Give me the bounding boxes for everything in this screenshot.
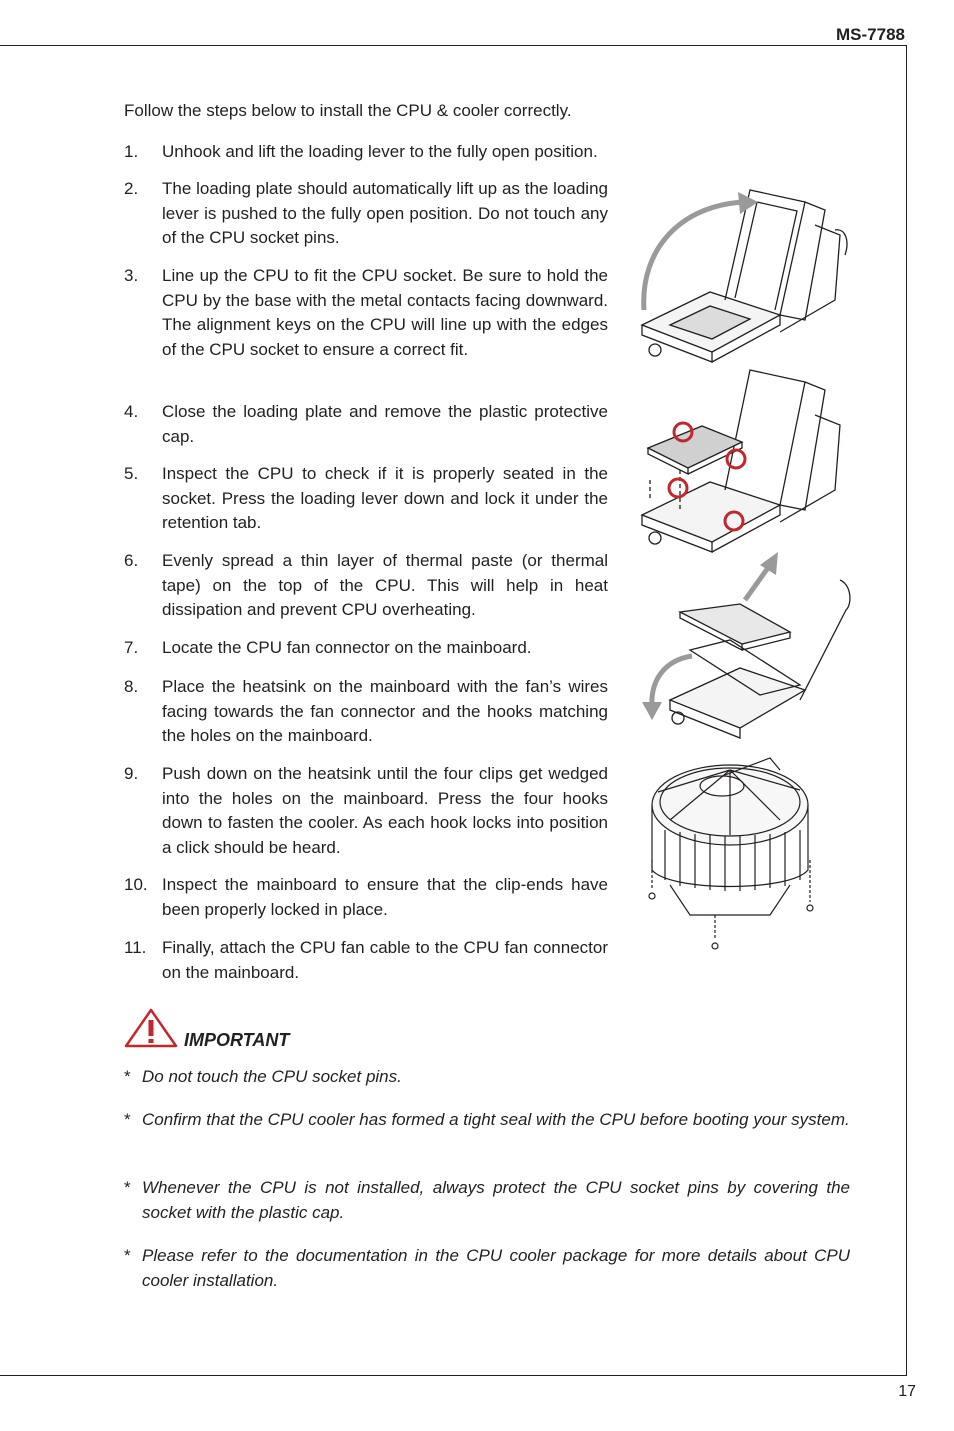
- important-heading: [124, 1008, 424, 1050]
- intro-text: Follow the steps below to install the CPU & cooler correctly.: [124, 101, 572, 120]
- step-number: 5.: [124, 464, 139, 483]
- bullet-star: *: [124, 1110, 131, 1129]
- note-text: Confirm that the CPU cooler has formed a tight seal with the CPU before booting your system.: [142, 1110, 850, 1129]
- footer-rule: [0, 1375, 907, 1376]
- side-rule: [906, 45, 907, 1375]
- model-name: MS-7788: [836, 25, 905, 44]
- bullet-star: *: [124, 1246, 131, 1265]
- step-text: Finally, attach the CPU fan cable to the CPU fan connector on the mainboard.: [162, 938, 608, 982]
- step-text: Inspect the CPU to check if it is properly seated in the socket. Press the loading lever down and lock it under the retention tab.: [162, 464, 608, 532]
- step-number: 10.: [124, 875, 148, 894]
- page-number: 17: [898, 1383, 916, 1400]
- step-text: Locate the CPU fan connector on the mainboard.: [162, 638, 532, 657]
- arrow-head-icon: [642, 702, 662, 720]
- note-text: Please refer to the documentation in the CPU cooler package for more details about CPU cooler installation.: [142, 1246, 850, 1290]
- step-number: 11.: [124, 938, 147, 957]
- step-text: Place the heatsink on the mainboard with the fan’s wires facing towards the fan connector and the hooks matching the holes on the mainboard.: [162, 677, 608, 745]
- step-text: Evenly spread a thin layer of thermal paste (or thermal tape) on the top of the CPU. This will help in heat dissipation and prevent CPU overheating.: [162, 551, 608, 619]
- bullet-star: *: [124, 1067, 131, 1086]
- step-number: 7.: [124, 638, 139, 657]
- remove-cap-arrow-icon: [745, 565, 770, 600]
- step-text: Unhook and lift the loading lever to the fully open position.: [162, 142, 598, 161]
- step-number: 3.: [124, 266, 139, 285]
- step-number: 8.: [124, 677, 139, 696]
- step-text: The loading plate should automatically lift up as the loading lever is pushed to the fully open position. Do not touch any of the CPU socket pins.: [162, 179, 608, 247]
- important-label: IMPORTANT: [184, 1030, 290, 1050]
- step-text: Line up the CPU to fit the CPU socket. Be sure to hold the CPU by the base with the metal contacts facing downward. The alignment keys on the CPU will line up with the edges of the CPU socket to ensure a correct fit.: [162, 266, 608, 359]
- warning-triangle-icon: [124, 1008, 178, 1048]
- step-number: 4.: [124, 402, 139, 421]
- header-rule: [0, 45, 907, 46]
- note-text: Do not touch the CPU socket pins.: [142, 1067, 402, 1086]
- lift-arrow-icon: [644, 202, 745, 310]
- cpu-installation-illustrations: [630, 180, 870, 960]
- close-plate-figure: [670, 580, 850, 738]
- push-down-indicators: [649, 860, 813, 949]
- heatsink-fan-figure: [652, 758, 808, 915]
- socket-open-figure: [642, 190, 847, 362]
- step-number: 6.: [124, 551, 139, 570]
- bullet-star: *: [124, 1178, 131, 1197]
- note-text: Whenever the CPU is not installed, always protect the CPU socket pins by covering the socket with the plastic cap.: [142, 1178, 850, 1222]
- step-text: Push down on the heatsink until the four clips get wedged into the holes on the mainboard. Press the four hooks down to fasten the cooler. As each hook locks into position a click should be heard.: [162, 764, 608, 857]
- step-number: 2.: [124, 179, 139, 198]
- step-text: Close the loading plate and remove the plastic protective cap.: [162, 402, 608, 446]
- step-text: Inspect the mainboard to ensure that the clip-ends have been properly locked in place.: [162, 875, 608, 919]
- step-number: 9.: [124, 764, 139, 783]
- step-number: 1.: [124, 142, 139, 161]
